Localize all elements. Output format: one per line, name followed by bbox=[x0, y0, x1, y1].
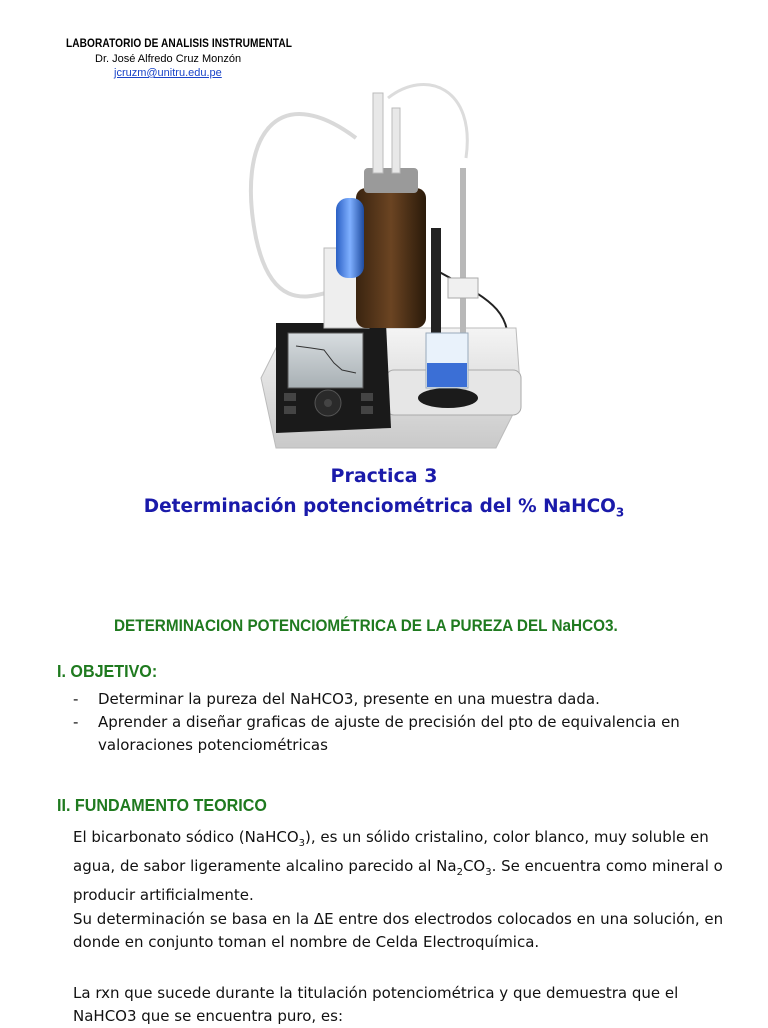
subtitle-subscript: 3 bbox=[615, 505, 625, 520]
p1-text-d: . Se encuentra como mineral o producir artificialmente. bbox=[73, 857, 723, 904]
paragraph-bicarbonato bbox=[73, 826, 743, 907]
practice-title: Practica 3 bbox=[330, 465, 438, 487]
p1-text-a: El bicarbonato sódico (NaHCO bbox=[73, 828, 299, 846]
author-email-link[interactable]: jcruzm@unitru.edu.pe bbox=[114, 67, 222, 79]
bullet-dash: - bbox=[73, 690, 79, 708]
p1-sub-1: 3 bbox=[298, 838, 306, 849]
section-heading-objetivo: I. OBJETIVO: bbox=[57, 661, 158, 681]
p1-text-c: CO bbox=[462, 857, 486, 875]
paragraph-determinacion: Su determinación se basa en la ΔE entre dos electrodos colocados en una solución, en donde en conjunto toman el nombre de Celda Electroquímica. bbox=[73, 910, 724, 951]
bullet-dash: - bbox=[73, 713, 79, 731]
subtitle-text: Determinación potenciométrica del % NaHCO bbox=[143, 496, 616, 517]
lab-name: LABORATORIO DE ANALISIS INSTRUMENTAL bbox=[66, 38, 292, 50]
section-heading-fundamento: II. FUNDAMENTO TEORICO bbox=[57, 795, 267, 815]
bullet-text: Determinar la pureza del NaHCO3, presente en una muestra dada. bbox=[98, 690, 600, 708]
paragraph-reaccion: La rxn que sucede durante la titulación potenciométrica y que demuestra que el NaHCO3 que se encuentra puro, es: bbox=[73, 984, 679, 1025]
practice-subtitle bbox=[0, 496, 768, 520]
p1-sub-2: 2 bbox=[456, 867, 463, 878]
main-heading: DETERMINACION POTENCIOMÉTRICA DE LA PUREZA DEL NaHCO3. bbox=[114, 616, 618, 635]
author-name: Dr. José Alfredo Cruz Monzón bbox=[95, 53, 242, 65]
bullet-text: Aprender a diseñar graficas de ajuste de precisión del pto de equivalencia en valoraciones potenciométricas bbox=[98, 713, 680, 754]
titrator-photo bbox=[216, 78, 536, 458]
p1-sub-3: 3 bbox=[485, 867, 492, 878]
p1-text-b: ), es un sólido cristalino, color blanco, muy soluble en agua, de sabor ligeramente alcalino parecido al Na bbox=[73, 828, 709, 875]
